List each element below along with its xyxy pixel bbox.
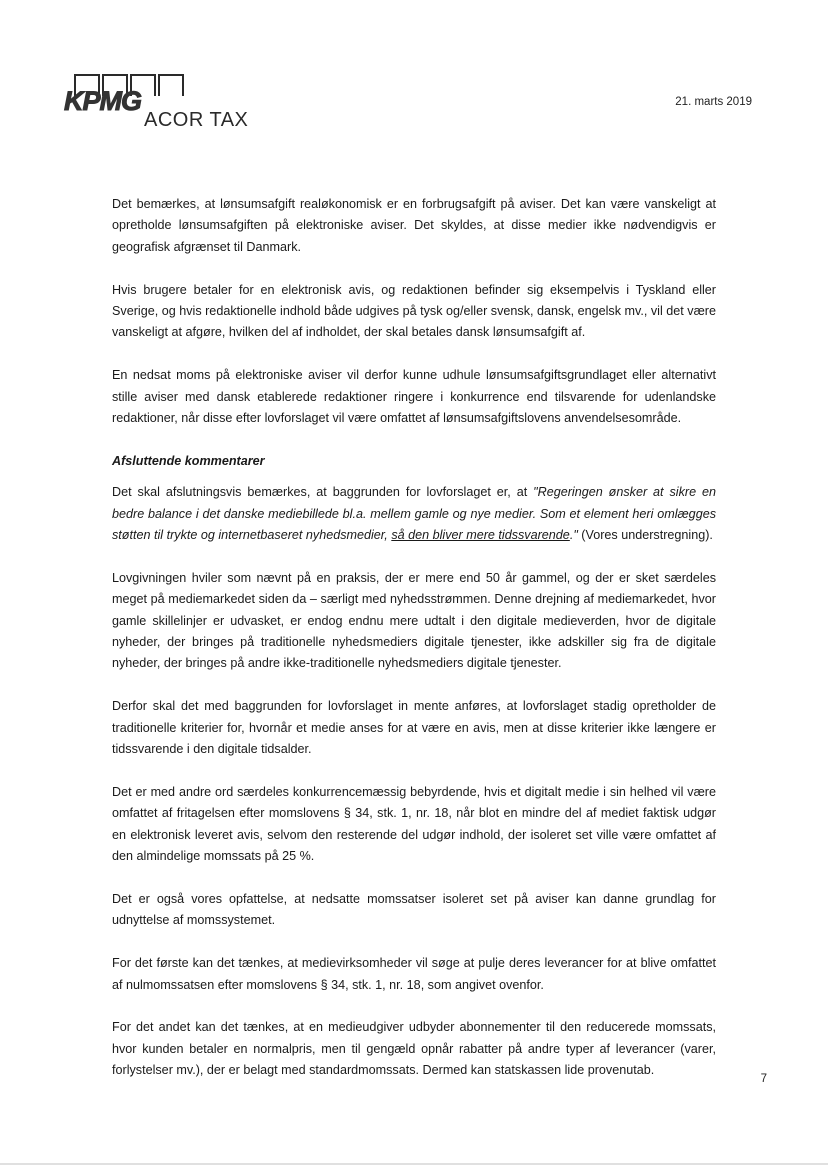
logo-box xyxy=(158,74,184,96)
paragraph: For det første kan det tænkes, at medievirksomheder vil søge at pulje deres leverancer for at blive omfattet af nulmomssatsen efter momslovens § 34, stk. 1, nr. 18, som angivet ovenfor. xyxy=(112,956,716,992)
quote-intro: Det skal afslutningsvis bemærkes, at baggrunden for lovforslaget er, at xyxy=(112,485,534,500)
page-edge xyxy=(0,1163,828,1165)
paragraph: En nedsat moms på elektroniske aviser vil derfor kunne udhule lønsumsafgiftsgrundlaget eller alternativt stille aviser med dansk etablerede redaktioner ringere i konkurrence end tilsvarende for udenlandske redaktioner, når disse efter lovforslaget vil være omfattet af lønsumsafgiftslovens anvendelsesområde. xyxy=(112,368,716,426)
document-date: 21. marts 2019 xyxy=(675,96,752,108)
paragraph-quote xyxy=(112,482,716,546)
paragraph: Derfor skal det med baggrunden for lovforslaget in mente anføres, at lovforslaget stadig opretholder de traditionelle kriterier for, hvornår et medie anses for at være en avis, men at disse kriterier ikke længere er tidssvarende i den digitale tidsalder. xyxy=(112,699,716,757)
page-number: 7 xyxy=(760,1073,767,1085)
section-heading: Afsluttende kommentarer xyxy=(112,453,265,468)
paragraph: Hvis brugere betaler for en elektronisk avis, og redaktionen befinder sig eksempelvis i Tyskland eller Sverige, og hvis redaktionelle indhold både udgives på tysk og/eller svensk, dansk, engelsk mv., vil det være vanskeligt at afgøre, hvilken del af indholdet, der skal betales dansk lønsumsafgift af. xyxy=(112,282,716,340)
quote-outro: (Vores understregning). xyxy=(577,528,713,543)
logo-mark: KPMG xyxy=(64,86,141,116)
paragraph: For det andet kan det tænkes, at en medieudgiver udbyder abonnementer til den reducerede momssats, hvor kunden betaler en normalpris, men til gengæld opnår rabatter på andre typer af leverancer (varer, forlystelser mv.), der er belagt med standardmomssats. Dermed kan statskassen lide provenutab. xyxy=(112,1020,716,1078)
paragraph: Det er med andre ord særdeles konkurrencemæssig bebyrdende, hvis et digitalt medie i sin helhed vil være omfattet af fritagelsen efter momslovens § 34, stk. 1, nr. 18, når blot en mindre del af mediet faktisk udgør en elektronisk leveret avis, selvom den resterende del udgør indhold, der isoleret set ville være omfattet af den almindelige momssats på 25 %. xyxy=(112,784,716,864)
quote-text: "Regeringen ønsker at sikre en bedre balance i det danske mediebillede bl.a. mellem gamle og nye medier. Som et element heri omlægges støtten til trykte og internetbaseret nyhedsmedier, xyxy=(112,485,717,543)
company-logo xyxy=(64,70,284,140)
logo-subtitle: ACOR TAX xyxy=(144,109,249,131)
paragraph: Det er også vores opfattelse, at nedsatte momssatser isoleret set på aviser kan danne grundlag for udnyttelse af momssystemet. xyxy=(112,891,716,928)
paragraph: Lovgivningen hviler som nævnt på en praksis, der er mere end 50 år gammel, og der er sket særdeles meget på mediemarkedet siden da – særligt med nyhedsstrømmen. Denne drejning af mediemarkedet, hvor gamle skillelinjer er udvasket, er endog endnu mere udtalt i den digitale medieverden, hvor de digitale nyheder, der bringes på traditionelle nyhedsmediers digitale tjenester, ikke adskiller sig fra de digitale nyheder, der bringes på andre ikke-traditionelle nyhedsmediers digitale tjenester. xyxy=(112,570,716,671)
document-body xyxy=(112,194,716,1103)
paragraph: Det bemærkes, at lønsumsafgift realøkonomisk er en forbrugsafgift på aviser. Det kan være vanskeligt at opretholde lønsumsafgiften på elektroniske aviser. Det skyldes, at disse medier ikke nødvendigvis er geografisk afgrænset til Danmark. xyxy=(112,197,716,254)
quote-end: ." xyxy=(569,528,578,543)
quote-underlined: så den bliver mere tidssvarende xyxy=(391,528,570,543)
